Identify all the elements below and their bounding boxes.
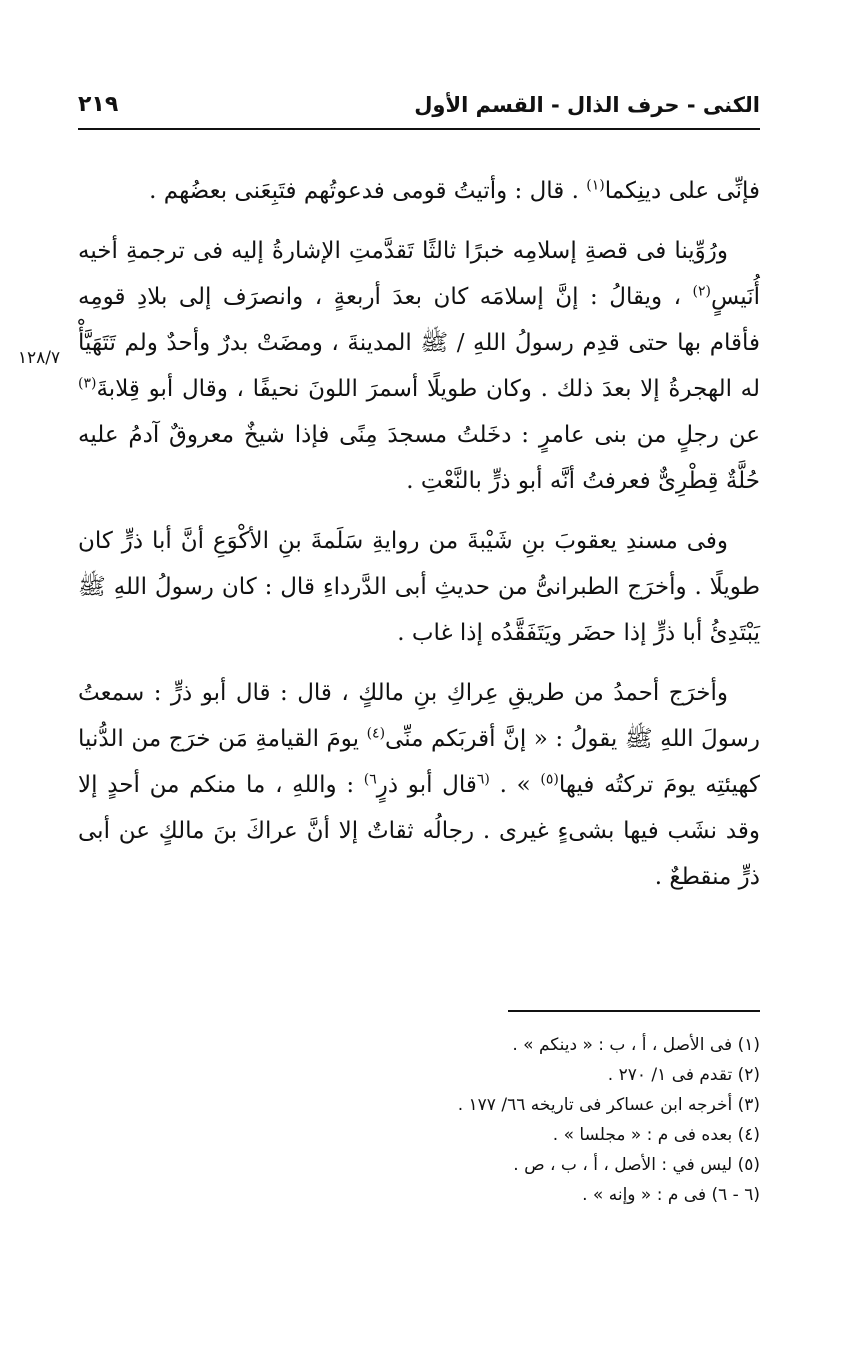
text-run: : واللهِ ، ما منكم من أحدٍ إلا وقد نشَب فيها بشىءٍ غيرى . رجالُه ثقاتٌ إلا أنَّ عراكَ بنَ مالكٍ عن أبى ذرٍّ منقطعٌ . [78, 772, 760, 890]
footnote-reference: (١) [586, 177, 605, 194]
running-head [78, 88, 760, 128]
text-run: . قال : وأتيتُ قومى فدعوتُهم فتَبِعَنى بعضُهم . [149, 178, 587, 204]
paragraph [78, 228, 760, 504]
text-run: ، ويقالُ : إنَّ إسلامَه كان بعدَ أربعةٍ ، وانصرَف إلى بلادِ قومِه فأقام بها حتى قدِم رسولُ اللهِ / ﷺ المدينةَ ، ومضَتْ بدرٌ وأحدٌ ولم تَتَهَيَّأْ له الهجرةُ إلا بعدَ ذلك . وكان طويلًا أسمرَ اللونَ نحيفًا ، وقال أبو قِلابةَ [78, 284, 760, 402]
header-divider [78, 128, 760, 130]
text-run: وأخرَج أحمدُ من طريقِ عِراكِ بنِ مالكٍ ، قال : قال أبو ذرٍّ : سمعتُ رسولَ اللهِ ﷺ يقولُ : « إنَّ أقربَكم منِّى [78, 680, 760, 752]
footnote-reference: (٢) [692, 283, 711, 300]
footnote-reference: (٤) [366, 725, 386, 742]
footnote-line: (٢) تقدم فى ١/ ٢٧٠ . [607, 1065, 760, 1085]
running-head-title: الكنى - حرف الذال - القسم الأول [414, 93, 760, 117]
page-number: ٢١٩ [78, 92, 119, 117]
footnote-line: (٥) ليس في : الأصل ، أ ، ب ، ص . [513, 1155, 760, 1175]
paragraph [78, 670, 760, 900]
footnote-reference: (٦ [476, 771, 490, 788]
text-run: ورُوِّينا فى قصةِ إسلامِه خبرًا ثالثًا تَقدَّمتِ الإشارةُ إليه فى ترجمةِ أخيه أُنَيسٍ [78, 238, 760, 310]
footnote-reference: (٥) [540, 771, 559, 788]
text-run: وفى مسندِ يعقوبَ بنِ شَيْبةَ من روايةِ سَلَمةَ بنِ الأكْوَعِ أنَّ أبا ذرٍّ كان طويلًا . وأخرَج الطبرانىُّ من حديثِ أبى الدَّرداءِ قال : كان رسولُ اللهِ ﷺ يَبْتَدِئُ أبا ذرٍّ إذا حضَر ويَتَفَقَّدُه إذا غاب . [78, 528, 760, 646]
footnote-reference: ٦) [363, 771, 377, 788]
text-run: قال أبو ذرٍ [376, 772, 477, 798]
text-run: عن رجلٍ من بنى عامرٍ : دخَلتُ مسجدَ مِنًى فإذا شيخٌ معروقٌ آدمُ عليه حُلَّةٌ قِطْرِىٌّ فعرفتُ أنَّه أبو ذرٍّ بالنَّعْتِ . [78, 422, 760, 494]
text-run: » . [489, 772, 541, 798]
footnote-line: (٣) أخرجه ابن عساكر فى تاريخه ٦٦/ ١٧٧ . [457, 1095, 760, 1115]
paragraph [78, 518, 760, 656]
paragraph [78, 168, 760, 214]
text-run: يومَ القيامةِ مَن خرَج من الدُّنيا كهيئتِه يومَ تركتُه فيها [78, 726, 760, 798]
text-run: فإنِّى على دينِكما [604, 178, 760, 204]
margin-reference: ١٢٨/٧ [17, 348, 61, 368]
footnote-line: (٦ - ٦) فى م : « وإنه » . [582, 1185, 760, 1205]
main-text [78, 168, 760, 914]
footnote-reference: (٣) [78, 375, 97, 392]
footnote-line: (١) فى الأصل ، أ ، ب : « دينكم » . [512, 1035, 760, 1055]
footnote-divider [508, 1010, 760, 1012]
footnotes [78, 1030, 760, 1210]
footnote-line: (٤) بعده فى م : « مجلسا » . [552, 1125, 760, 1145]
